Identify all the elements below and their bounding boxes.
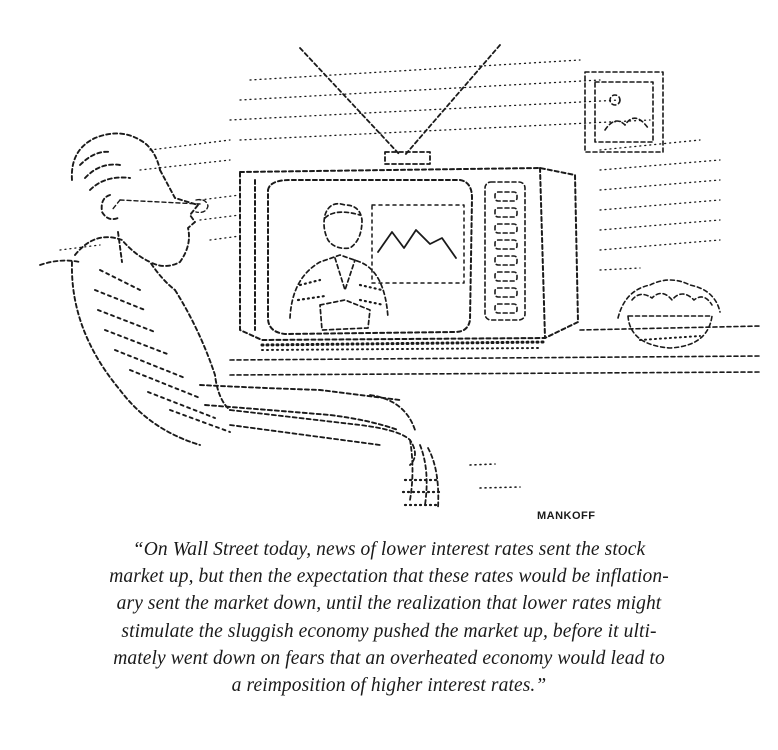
tv-control-panel [485,182,525,320]
news-anchor [290,204,388,330]
floor-marks [470,464,520,488]
caption-line: market up, but then the expectation that these rates would be inflation- [109,566,669,588]
armchair [40,261,442,508]
screen-market-chart [372,205,464,283]
wall-picture-frame [585,72,663,152]
caption-line: stimulate the sluggish economy pushed the market up, before it ulti- [121,620,657,642]
caption-line: a reimposition of higher interest rates.” [231,675,547,697]
cartoon-caption [40,536,738,699]
caption-line: ary sent the market down, until the realization that lower rates might [116,593,662,615]
bowl-of-fruit [618,280,720,348]
television-set [240,168,578,350]
tv-antenna [300,45,500,164]
artist-signature: MANKOFF [537,510,596,522]
caption-line: “On Wall Street today, news of lower interest rates sent the stock [132,539,646,560]
caption-line: mately went down on fears that an overheated economy would lead to [113,647,665,669]
